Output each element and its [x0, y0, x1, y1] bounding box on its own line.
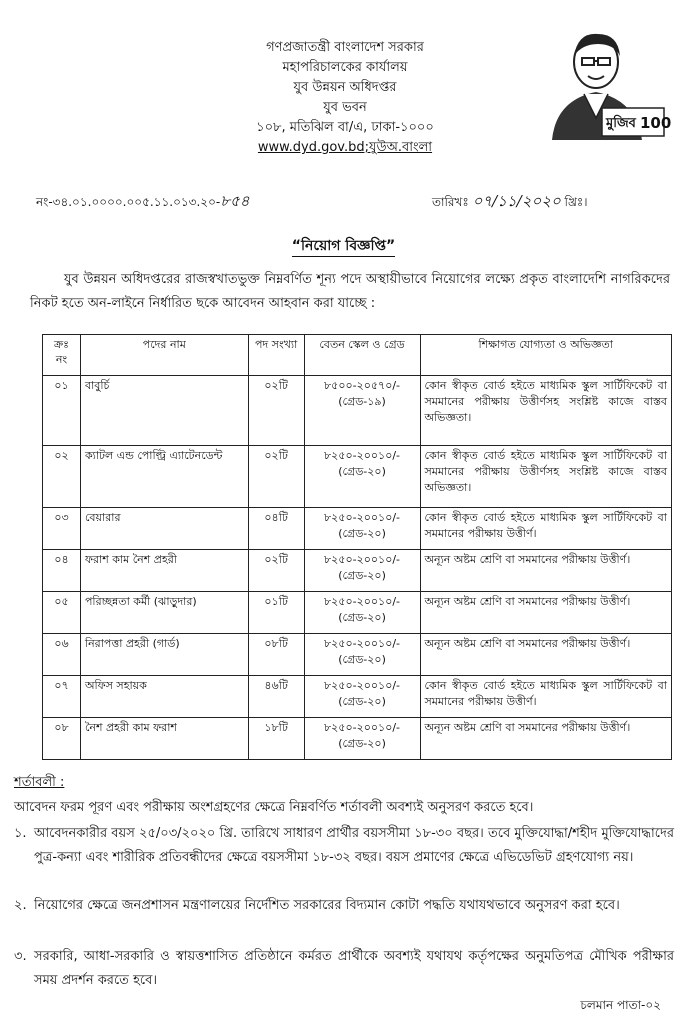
pay-scale-cell — [304, 718, 420, 760]
qualification-cell: কোন স্বীকৃত বোর্ড হইতে মাধ্যমিক স্কুল সার্টিফিকেট বা সমমানের পরীক্ষায় উত্তীর্ণ। — [420, 676, 672, 718]
post-count-cell: ০২টি — [248, 550, 304, 592]
table-row — [43, 592, 672, 634]
term-item — [14, 822, 674, 870]
qualification-cell: অন্যূন অষ্টম শ্রেণি বা সমমানের পরীক্ষায় উত্তীর্ণ। — [420, 634, 672, 676]
grade-text: (গ্রেড-২০) — [338, 527, 386, 540]
website-link[interactable]: www.dyd.gov.bd;যুউঅ.বাংলা — [257, 140, 433, 155]
pay-scale-text: ৮২৫০-২০০১০/- — [324, 595, 401, 608]
grade-text: (গ্রেড-২০) — [338, 569, 386, 582]
post-count-cell: ০২টি — [248, 446, 304, 508]
office-header — [150, 38, 540, 158]
post-name-cell: নৈশ প্রহরী কাম ফরাশ — [80, 718, 248, 760]
memo-number — [36, 190, 249, 215]
serial-cell: ০৩ — [43, 508, 81, 550]
grade-text: (গ্রেড-২০) — [338, 611, 386, 624]
qualification-cell: কোন স্বীকৃত বোর্ড হইতে মাধ্যমিক স্কুল সার্টিফিকেট বা সমমানের পরীক্ষায় উত্তীর্ণসহ সংশ্লিষ্ট কাজে বাস্তব অভিজ্ঞতা। — [420, 446, 672, 508]
table-row — [43, 508, 672, 550]
pay-scale-text: ৮২৫০-২০০১০/- — [324, 637, 401, 650]
serial-cell: ০৭ — [43, 676, 81, 718]
post-name-cell: বেয়ারার — [80, 508, 248, 550]
table-row — [43, 634, 672, 676]
qualification-cell: অন্যূন অষ্টম শ্রেণি বা সমমানের পরীক্ষায় উত্তীর্ণ। — [420, 550, 672, 592]
col-header-qualification: শিক্ষাগত যোগ্যতা ও অভিজ্ঞতা — [420, 335, 672, 376]
table-row — [43, 376, 672, 446]
pay-scale-cell — [304, 550, 420, 592]
building-name: যুব ভবন — [323, 100, 367, 115]
pay-scale-text: ৮২৫০-২০০১০/- — [324, 449, 401, 462]
logo-text: মুজিব — [606, 116, 636, 131]
office-name: মহাপরিচালকের কার্যালয় — [282, 60, 408, 75]
post-name-cell: নিরাপত্তা প্রহরী (গার্ড) — [80, 634, 248, 676]
term-text: সরকারি, আধা-সরকারি ও স্বায়ত্তশাসিত প্রতিষ্ঠানে কর্মরত প্রার্থীকে অবশ্যই যথাযথ কর্তৃপক্ষের অনুমতিপত্র মৌখিক পরীক্ষার সময় প্রদর্শন করতে হবে। — [34, 949, 674, 988]
table-header-row — [43, 335, 672, 376]
post-name-cell: ক্যাটল এন্ড পোল্ট্রি এ্যাটেনডেন্ট — [80, 446, 248, 508]
post-count-cell: ০২টি — [248, 376, 304, 446]
continuation-note: চলমান পাতা-০২ — [580, 998, 661, 1012]
pay-scale-cell — [304, 376, 420, 446]
col-header-post: পদের নাম — [80, 335, 248, 376]
qualification-cell: অন্যূন অষ্টম শ্রেণি বা সমমানের পরীক্ষায় উত্তীর্ণ। — [420, 718, 672, 760]
term-item — [14, 894, 674, 918]
post-name-cell: বাবুর্চি — [80, 376, 248, 446]
grade-text: (গ্রেড-১৯) — [338, 395, 386, 408]
pay-scale-cell — [304, 634, 420, 676]
term-number: ১. — [14, 826, 27, 841]
pay-scale-text: ৮২৫০-২০০১০/- — [324, 679, 401, 692]
table-row — [43, 718, 672, 760]
govt-name: গণপ্রজাতন্ত্রী বাংলাদেশ সরকার — [266, 40, 424, 55]
post-name-cell: পরিচ্ছন্নতা কর্মী (ঝাড়ুদার) — [80, 592, 248, 634]
serial-cell: ০৬ — [43, 634, 81, 676]
term-text: নিয়োগের ক্ষেত্রে জনপ্রশাসন মন্ত্রণালয়ের নির্দেশিত সরকারের বিদ্যমান কোটা পদ্ধতি যথাযথভাবে অনুসরণ করা হবে। — [34, 898, 620, 913]
serial-cell: ০২ — [43, 446, 81, 508]
mujib-100-logo — [538, 22, 672, 140]
term-text: আবেদনকারীর বয়স ২৫/০৩/২০২০ খ্রি. তারিখে সাধারণ প্রার্থীর বয়সসীমা ১৮-৩০ বছর। তবে মুক্তিযোদ্ধা/শহীদ মুক্তিযোদ্ধাদের পুত্র-কন্যা এবং শারীরিক প্রতিবন্ধীদের ক্ষেত্রে বয়সসীমা ১৮-৩২ বছর। বয়স প্রমাণের ক্ষেত্রে এভিডেভিট গ্রহণযোগ্য নয়। — [34, 826, 674, 865]
grade-text: (গ্রেড-২০) — [338, 465, 386, 478]
logo-number: 100 — [640, 114, 672, 132]
serial-cell: ০৫ — [43, 592, 81, 634]
term-number: ৩. — [14, 949, 27, 964]
pay-scale-cell — [304, 508, 420, 550]
table-row — [43, 446, 672, 508]
qualification-cell: কোন স্বীকৃত বোর্ড হইতে মাধ্যমিক স্কুল সার্টিফিকেট বা সমমানের পরীক্ষায় উত্তীর্ণ। — [420, 508, 672, 550]
serial-cell: ০১ — [43, 376, 81, 446]
terms-title: শর্তাবলী : — [14, 775, 65, 790]
address: ১০৮, মতিঝিল বা/এ, ঢাকা-১০০০ — [256, 120, 434, 135]
terms-intro: আবেদন ফরম পূরণ এবং পরীক্ষায় অংশগ্রহণের ক্ষেত্রে নিম্নবর্ণিত শর্তাবলী অবশ্যই অনুসরণ করতে হবে। — [14, 800, 534, 815]
qualification-cell: কোন স্বীকৃত বোর্ড হইতে মাধ্যমিক স্কুল সার্টিফিকেট বা সমমানের পরীক্ষায় উত্তীর্ণসহ সংশ্লিষ্ট কাজে বাস্তব অভিজ্ঞতা। — [420, 376, 672, 446]
pay-scale-cell — [304, 676, 420, 718]
grade-text: (গ্রেড-২০) — [338, 737, 386, 750]
pay-scale-text: ৮২৫০-২০০১০/- — [324, 553, 401, 566]
grade-text: (গ্রেড-২০) — [338, 653, 386, 666]
col-header-serial: ক্রঃ নং — [43, 335, 81, 376]
grade-text: (গ্রেড-২০) — [338, 695, 386, 708]
intro-paragraph: যুব উন্নয়ন অধিদপ্তরের রাজস্বখাতভুক্ত নিম্নবর্ণিত শূন্য পদে অস্থায়ীভাবে নিয়োগের লক্ষ্যে প্রকৃত বাংলাদেশি নাগরিকদের নিকট হতে অন-লাইনে নির্ধারিত ছকে আবেদন আহবান করা যাচ্ছে : — [30, 272, 670, 311]
table-row — [43, 676, 672, 718]
col-header-scale: বেতন স্কেল ও গ্রেড — [304, 335, 420, 376]
post-count-cell: ৪৬টি — [248, 676, 304, 718]
date-suffix: খ্রিঃ। — [564, 195, 588, 209]
memo-prefix: নং-৩৪.০১.০০০০.০০৫.১১.০১৩.২০- — [36, 195, 221, 209]
post-name-cell: অফিস সহায়ক — [80, 676, 248, 718]
serial-cell: ০৪ — [43, 550, 81, 592]
post-name-cell: ফরাশ কাম নৈশ প্রহরী — [80, 550, 248, 592]
term-number: ২. — [14, 898, 27, 913]
notice-title: “নিয়োগ বিজ্ঞপ্তি” — [0, 234, 687, 258]
qualification-cell: অন্যূন অষ্টম শ্রেণি বা সমমানের পরীক্ষায় উত্তীর্ণ। — [420, 592, 672, 634]
vacancy-table — [42, 334, 672, 760]
pay-scale-cell — [304, 592, 420, 634]
post-count-cell: ১৮টি — [248, 718, 304, 760]
date-line — [432, 190, 588, 215]
pay-scale-text: ৮২৫০-২০০১০/- — [324, 511, 401, 524]
pay-scale-cell — [304, 446, 420, 508]
memo-handwritten-number: ৮৫৪ — [220, 192, 250, 210]
department-name: যুব উন্নয়ন অধিদপ্তর — [293, 80, 397, 95]
post-count-cell: ০১টি — [248, 592, 304, 634]
date-value: ০৭/১১/২০২০ — [472, 192, 561, 210]
post-count-cell: ০৮টি — [248, 634, 304, 676]
term-item — [14, 945, 674, 993]
col-header-count: পদ সংখ্যা — [248, 335, 304, 376]
serial-cell: ০৮ — [43, 718, 81, 760]
pay-scale-text: ৮২৫০-২০০১০/- — [324, 721, 401, 734]
date-label: তারিখঃ — [432, 195, 469, 209]
pay-scale-text: ৮৫০০-২০৫৭০/- — [324, 379, 401, 392]
post-count-cell: ০৪টি — [248, 508, 304, 550]
table-row — [43, 550, 672, 592]
